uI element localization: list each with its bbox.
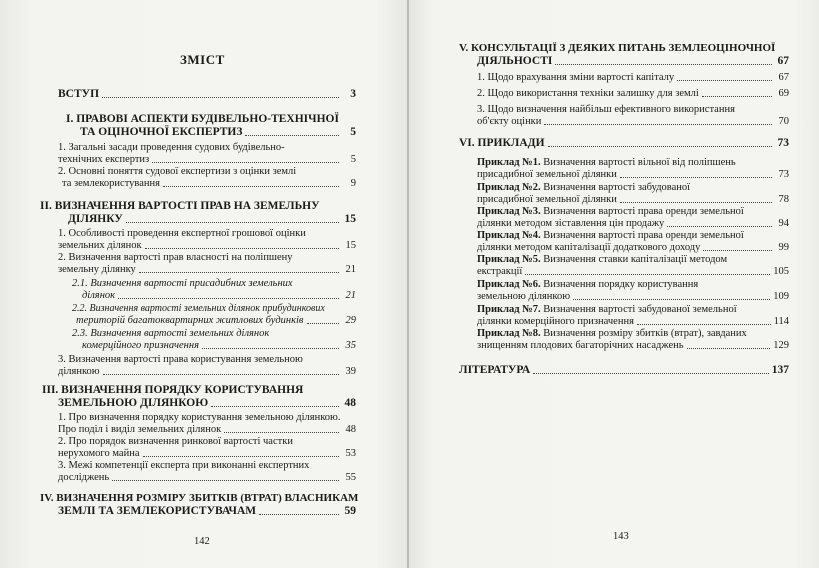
toc-example-3 <box>477 206 789 230</box>
entry-page: 94 <box>778 218 789 229</box>
entry-text-cont: та землекористування <box>62 178 160 189</box>
example-label: Приклад №6. <box>477 279 541 290</box>
entry-page: 53 <box>345 448 356 459</box>
entry-text-cont: досліджень <box>58 472 110 483</box>
toc-example-2 <box>477 182 789 206</box>
entry-text: IV. ВИЗНАЧЕННЯ РОЗМІРУ ЗБИТКІВ (ВТРАТ) ВЛАСНИКАМ <box>40 492 359 504</box>
toc-entry-2-1 <box>58 228 356 252</box>
toc-entry-2-3 <box>58 354 356 378</box>
entry-page: 5 <box>350 154 356 165</box>
entry-text-cont: нерухомого майна <box>58 448 140 459</box>
example-label: Приклад №3. <box>477 206 541 217</box>
toc-entry-2-2-2 <box>72 303 356 327</box>
entry-text-cont: територій багатоквартирних житлових будинків <box>76 315 304 326</box>
toc-entry-5-1 <box>477 72 789 84</box>
entry-text-cont: ДІЯЛЬНОСТІ <box>477 55 553 67</box>
entry-page: 114 <box>773 316 789 327</box>
toc-section-1 <box>58 113 356 139</box>
entry-page: 129 <box>773 340 789 351</box>
toc-entry-5-2 <box>477 88 789 100</box>
toc-section-3 <box>40 384 356 410</box>
entry-text: 1. Особливості проведення експертної грошової оцінки <box>58 228 306 239</box>
entry-text: Визначення розміру збитків (втрат), завданих <box>540 328 747 339</box>
entry-text: 2.2. Визначення вартості земельних ділянок прибудинкових <box>72 303 325 314</box>
entry-text: V. КОНСУЛЬТАЦІЇ З ДЕЯКИХ ПИТАНЬ ЗЕМЛЕОЦІНОЧНОЇ <box>459 42 776 54</box>
entry-text: VI. ПРИКЛАДИ <box>459 137 545 149</box>
entry-text: 1. Щодо врахування зміни вартості капіталу <box>477 72 675 83</box>
entry-text-cont: присадибної земельної ділянки <box>477 169 617 180</box>
entry-text-cont: земельних ділянок <box>58 240 142 251</box>
toc-example-1 <box>477 157 789 181</box>
entry-text-cont: ЗЕМЕЛЬНОЮ ДІЛЯНКОЮ <box>58 397 209 409</box>
entry-page: 67 <box>777 55 789 67</box>
right-page <box>409 0 819 568</box>
entry-text-cont: знищенням плодових багаторічних насаджень <box>477 340 684 351</box>
entry-text-cont: ДІЛЯНКУ <box>68 213 123 225</box>
entry-text: ВСТУП <box>58 88 100 100</box>
toc-example-6 <box>477 279 789 303</box>
example-label: Приклад №5. <box>477 254 541 265</box>
entry-text-cont: ЗЕМЛІ ТА ЗЕМЛЕКОРИСТУВАЧАМ <box>58 505 257 517</box>
entry-text: 2.3. Визначення вартості земельних ділянок <box>72 328 270 339</box>
entry-text: 1. Про визначення порядку користування земельною ділянкою. <box>58 412 341 423</box>
toc-example-5 <box>477 254 789 278</box>
entry-text-cont: комерційного призначення <box>82 340 199 351</box>
entry-page: 35 <box>345 340 356 351</box>
entry-page: 59 <box>344 505 356 517</box>
entry-text-cont: земельною ділянкою <box>477 291 571 302</box>
entry-text: ЛІТЕРАТУРА <box>459 364 531 376</box>
toc-title: ЗМІСТ <box>180 52 225 67</box>
entry-page: 69 <box>778 88 789 99</box>
entry-text-cont: ділянки методом зіставлення цін продажу <box>477 218 665 229</box>
entry-page: 67 <box>778 72 789 83</box>
entry-text: 2. Щодо використання техніки залишку для землі <box>477 88 699 99</box>
entry-text-cont: ділянки методом капіталізації додаткового доходу <box>477 242 701 253</box>
toc-example-7 <box>477 304 789 328</box>
entry-page: 109 <box>773 291 789 302</box>
toc-entry-2-2-3 <box>72 328 356 352</box>
entry-text-cont: ділянки комерційного призначення <box>477 316 634 327</box>
entry-text: Визначення вартості права оренди земельної <box>540 230 744 241</box>
entry-text: 3. Визначення вартості права користування земельною <box>58 354 303 365</box>
entry-page: 3 <box>350 88 356 100</box>
entry-text-cont: об'єкту оцінки <box>477 116 542 127</box>
toc-example-4 <box>477 230 789 254</box>
toc-entry-2-2-1 <box>72 278 356 302</box>
toc-entry-5-3 <box>477 104 789 128</box>
toc-entry-3-1 <box>58 412 356 436</box>
example-label: Приклад №1. <box>477 157 541 168</box>
entry-text: 2. Визначення вартості прав власності на поліпшену <box>58 252 293 263</box>
toc-example-8 <box>477 328 789 352</box>
entry-page: 5 <box>350 126 356 138</box>
entry-text: Визначення ставки капіталізації методом <box>540 254 728 265</box>
entry-text: І. ПРАВОВІ АСПЕКТИ БУДІВЕЛЬНО-ТЕХНІЧНОЇ <box>66 113 339 125</box>
entry-text-cont: земельну ділянку <box>58 264 136 275</box>
toc-section-5 <box>459 42 789 68</box>
entry-page: 70 <box>778 116 789 127</box>
entry-page: 15 <box>345 240 356 251</box>
toc-entry-intro <box>58 88 356 101</box>
entry-text: 2. Про порядок визначення ринкової вартості частки <box>58 436 293 447</box>
entry-text: Визначення порядку користування <box>540 279 699 290</box>
example-label: Приклад №8. <box>477 328 541 339</box>
toc-literature <box>459 364 789 377</box>
entry-text: Визначення вартості забудованої <box>540 182 691 193</box>
entry-page: 105 <box>773 266 789 277</box>
entry-page: 78 <box>778 194 789 205</box>
toc-entry-1-2 <box>58 166 356 190</box>
entry-text-cont: Про поділ і виділ земельних ділянок <box>58 424 222 435</box>
example-label: Приклад №4. <box>477 230 541 241</box>
entry-page: 39 <box>345 366 356 377</box>
toc-entry-2-2 <box>58 252 356 276</box>
entry-page: 55 <box>345 472 356 483</box>
entry-text: 3. Межі компетенції експерта при виконанні експертних <box>58 460 310 471</box>
toc-section-6 <box>459 137 789 150</box>
entry-page: 29 <box>345 315 356 326</box>
entry-text-cont: технічних експертиз <box>58 154 150 165</box>
entry-page: 73 <box>778 169 789 180</box>
page-number-right: 143 <box>613 531 629 542</box>
entry-page: 99 <box>778 242 789 253</box>
toc-section-4 <box>40 492 359 518</box>
toc-entry-1-1 <box>58 142 356 166</box>
entry-text-cont: ділянок <box>82 290 116 301</box>
entry-text: 1. Загальні засади проведення судових будівельно- <box>58 142 285 153</box>
entry-page: 137 <box>771 364 789 376</box>
entry-text-cont: ТА ОЦІНОЧНОЇ ЕКСПЕРТИЗ <box>80 126 243 138</box>
toc-section-2 <box>40 200 356 226</box>
entry-page: 73 <box>777 137 789 149</box>
example-label: Приклад №7. <box>477 304 541 315</box>
left-page <box>0 0 408 568</box>
entry-page: 48 <box>344 397 356 409</box>
entry-text-cont: ділянкою <box>58 366 100 377</box>
entry-text: 3. Щодо визначення найбільш ефективного використання <box>477 104 735 115</box>
entry-text: Визначення вартості вільної від поліпшень <box>540 157 736 168</box>
entry-page: 21 <box>345 290 356 301</box>
page-number-left: 142 <box>194 536 210 547</box>
example-label: Приклад №2. <box>477 182 541 193</box>
entry-text-cont: екстракції <box>477 266 523 277</box>
entry-text: Визначення вартості права оренди земельної <box>540 206 744 217</box>
toc-entry-3-2 <box>58 436 356 460</box>
toc-entry-3-3 <box>58 460 356 484</box>
entry-page: 15 <box>344 213 356 225</box>
entry-text-cont: присадибної земельної ділянки <box>477 194 617 205</box>
entry-text: ІІ. ВИЗНАЧЕННЯ ВАРТОСТІ ПРАВ НА ЗЕМЕЛЬНУ <box>40 200 320 212</box>
entry-text: 2.1. Визначення вартості присадибних земельних <box>72 278 293 289</box>
entry-page: 21 <box>345 264 356 275</box>
entry-page: 9 <box>350 178 356 189</box>
entry-text: Визначення вартості забудованої земельної <box>540 304 737 315</box>
entry-text: 2. Основні поняття судової експертизи з оцінки землі <box>58 166 297 177</box>
entry-page: 48 <box>345 424 356 435</box>
entry-text: ІІІ. ВИЗНАЧЕННЯ ПОРЯДКУ КОРИСТУВАННЯ <box>42 384 304 396</box>
